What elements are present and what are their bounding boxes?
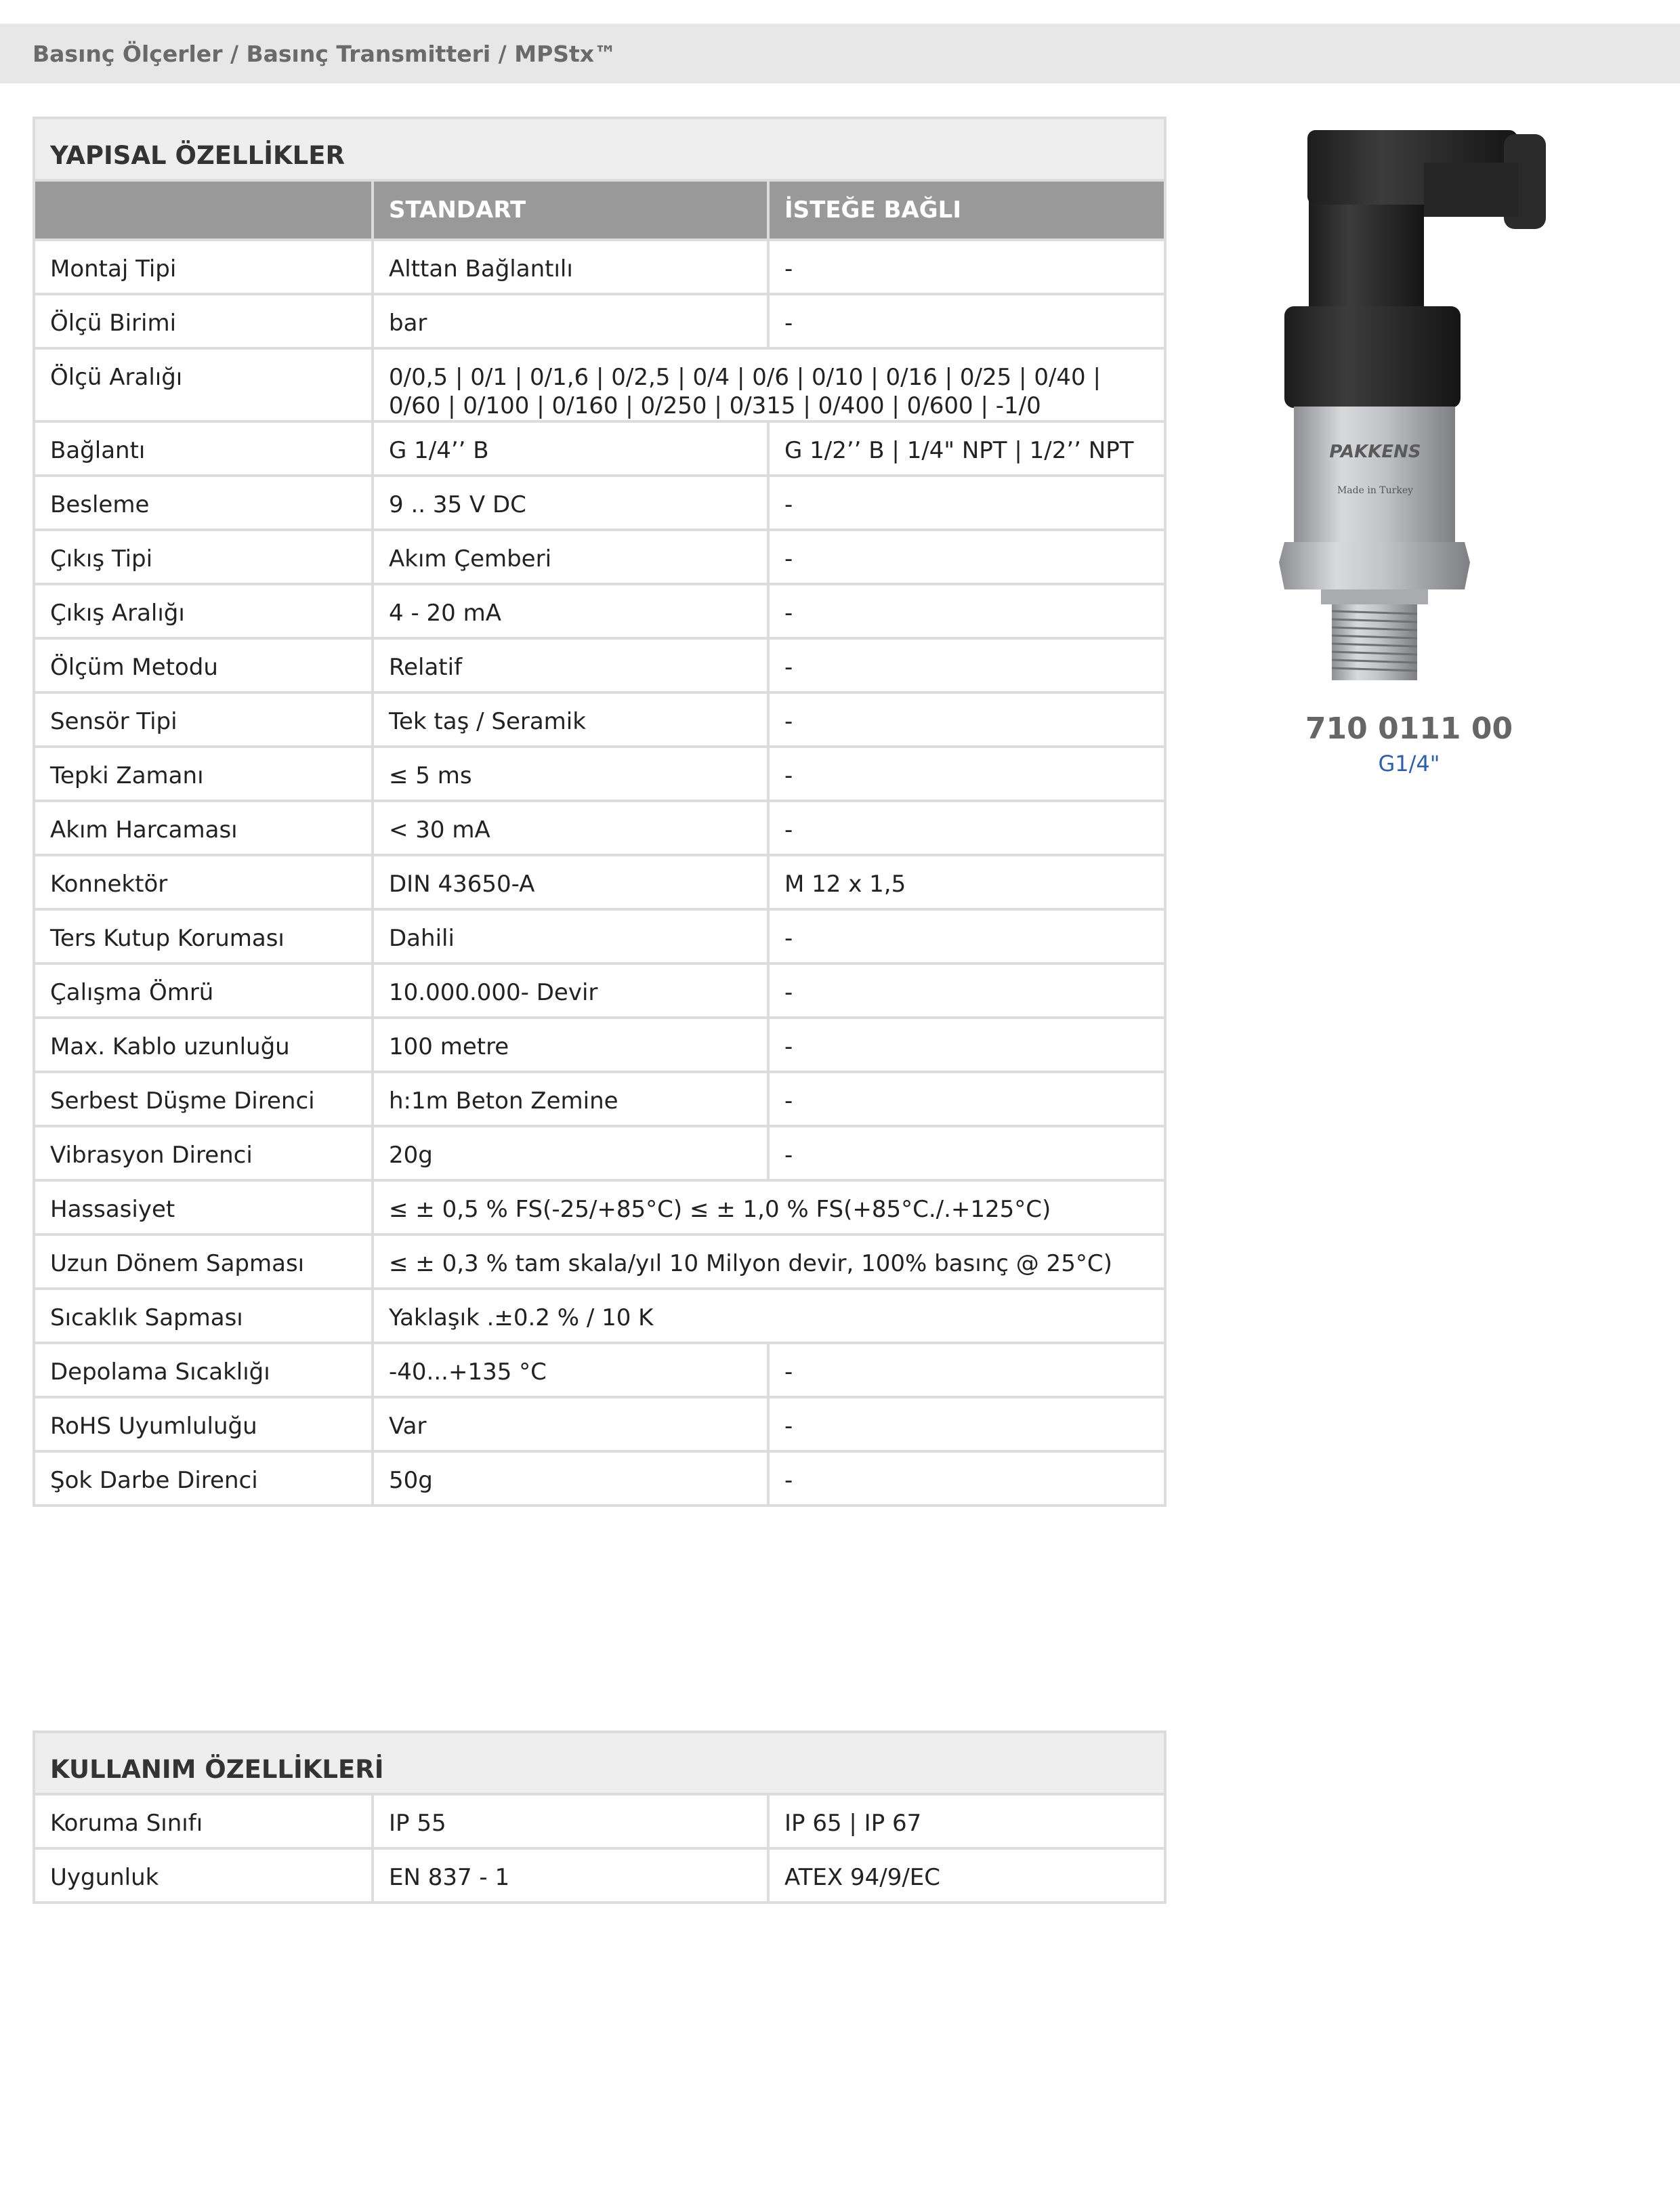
table-row xyxy=(34,909,1165,963)
column-header-optional: İSTEĞE BAĞLI xyxy=(768,180,1165,240)
standard-value: EN 837 - 1 xyxy=(373,1848,768,1903)
optional-value: - xyxy=(768,1126,1165,1180)
optional-value: ATEX 94/9/EC xyxy=(768,1848,1165,1903)
standard-value: Var xyxy=(373,1397,768,1451)
breadcrumb: Basınç Ölçerler / Basınç Transmitteri / MPStx™ xyxy=(0,24,1680,83)
standard-value: G 1/4’’ B xyxy=(373,421,768,476)
column-header-label xyxy=(34,180,373,240)
standard-value: 9 .. 35 V DC xyxy=(373,476,768,530)
optional-value: - xyxy=(768,692,1165,747)
optional-value: - xyxy=(768,747,1165,801)
optional-value: - xyxy=(768,240,1165,294)
optional-value: - xyxy=(768,963,1165,1018)
table-row xyxy=(34,1794,1165,1848)
table-row xyxy=(34,1072,1165,1126)
row-label: Bağlantı xyxy=(34,421,373,476)
row-label: Uzun Dönem Sapması xyxy=(34,1234,373,1289)
table-row xyxy=(34,530,1165,584)
row-label: Sıcaklık Sapması xyxy=(34,1289,373,1343)
row-label: Konnektör xyxy=(34,855,373,909)
table-row xyxy=(34,1180,1165,1234)
table-row xyxy=(34,801,1165,855)
optional-value: - xyxy=(768,584,1165,638)
column-header-standard: STANDART xyxy=(373,180,768,240)
section-title: KULLANIM ÖZELLİKLERİ xyxy=(34,1732,1165,1794)
product-thread: G1/4" xyxy=(1378,751,1440,776)
optional-value: M 12 x 1,5 xyxy=(768,855,1165,909)
row-label: RoHS Uyumluluğu xyxy=(34,1397,373,1451)
standard-value: 4 - 20 mA xyxy=(373,584,768,638)
standard-value: IP 55 xyxy=(373,1794,768,1848)
row-label: Serbest Düşme Direnci xyxy=(34,1072,373,1126)
table-row xyxy=(34,1397,1165,1451)
row-label: Vibrasyon Direnci xyxy=(34,1126,373,1180)
table-row xyxy=(34,747,1165,801)
table-row xyxy=(34,1018,1165,1072)
table-row xyxy=(34,348,1165,421)
standard-value: 50g xyxy=(373,1451,768,1506)
optional-value: - xyxy=(768,909,1165,963)
table-row xyxy=(34,1451,1165,1506)
row-label: Akım Harcaması xyxy=(34,801,373,855)
standard-value: Yaklaşık .±0.2 % / 10 K xyxy=(373,1289,1165,1343)
table-row xyxy=(34,584,1165,638)
row-label: Besleme xyxy=(34,476,373,530)
standard-value: ≤ ± 0,3 % tam skala/yıl 10 Milyon devir, 100% basınç @ 25°C) xyxy=(373,1234,1165,1289)
row-label: Max. Kablo uzunluğu xyxy=(34,1018,373,1072)
product-code: 710 0111 00 xyxy=(1305,711,1513,746)
table-row xyxy=(34,1289,1165,1343)
standard-value: Relatif xyxy=(373,638,768,692)
standard-value: Akım Çemberi xyxy=(373,530,768,584)
standard-value: DIN 43650-A xyxy=(373,855,768,909)
standard-value: ≤ 5 ms xyxy=(373,747,768,801)
row-label: Depolama Sıcaklığı xyxy=(34,1343,373,1397)
optional-value: IP 65 | IP 67 xyxy=(768,1794,1165,1848)
row-label: Şok Darbe Direnci xyxy=(34,1451,373,1506)
row-label: Montaj Tipi xyxy=(34,240,373,294)
row-label: Ölçü Aralığı xyxy=(34,348,373,421)
product-image xyxy=(1246,122,1572,698)
table-row xyxy=(34,476,1165,530)
row-label: Çıkış Aralığı xyxy=(34,584,373,638)
optional-value: G 1/2’’ B | 1/4" NPT | 1/2’’ NPT xyxy=(768,421,1165,476)
optional-value: - xyxy=(768,801,1165,855)
table-row xyxy=(34,1343,1165,1397)
standard-value: 10.000.000- Devir xyxy=(373,963,768,1018)
made-in-label: Made in Turkey xyxy=(1337,485,1414,496)
table-row xyxy=(34,855,1165,909)
row-label: Sensör Tipi xyxy=(34,692,373,747)
structural-features-table xyxy=(33,117,1167,1507)
table-row xyxy=(34,638,1165,692)
standard-value: 20g xyxy=(373,1126,768,1180)
row-label: Çalışma Ömrü xyxy=(34,963,373,1018)
optional-value: - xyxy=(768,294,1165,348)
row-label: Hassasiyet xyxy=(34,1180,373,1234)
standard-value: Tek taş / Seramik xyxy=(373,692,768,747)
section-title: YAPISAL ÖZELLİKLER xyxy=(34,118,1165,180)
row-label: Ölçü Birimi xyxy=(34,294,373,348)
standard-value: bar xyxy=(373,294,768,348)
standard-value: ≤ ± 0,5 % FS(-25/+85°C) ≤ ± 1,0 % FS(+85°C./.+125°C) xyxy=(373,1180,1165,1234)
table-row xyxy=(34,421,1165,476)
standard-value: -40...+135 °C xyxy=(373,1343,768,1397)
row-label: Çıkış Tipi xyxy=(34,530,373,584)
usage-features-table xyxy=(33,1730,1167,1904)
standard-value: 100 metre xyxy=(373,1018,768,1072)
table-row xyxy=(34,1234,1165,1289)
row-label: Uygunluk xyxy=(34,1848,373,1903)
row-label: Ölçüm Metodu xyxy=(34,638,373,692)
table-row xyxy=(34,963,1165,1018)
table-row xyxy=(34,240,1165,294)
optional-value: - xyxy=(768,1451,1165,1506)
row-label: Koruma Sınıfı xyxy=(34,1794,373,1848)
optional-value: - xyxy=(768,1343,1165,1397)
standard-value: Alttan Bağlantılı xyxy=(373,240,768,294)
standard-value: 0/0,5 | 0/1 | 0/1,6 | 0/2,5 | 0/4 | 0/6 | 0/10 | 0/16 | 0/25 | 0/40 | 0/60 | 0/100 | 0/160 | 0/250 | 0/315 | 0/400 | 0/600 | -1/0 xyxy=(373,348,1165,421)
optional-value: - xyxy=(768,1018,1165,1072)
optional-value: - xyxy=(768,1397,1165,1451)
brand-logo: PAKKENS xyxy=(1329,442,1421,462)
optional-value: - xyxy=(768,638,1165,692)
row-label: Ters Kutup Koruması xyxy=(34,909,373,963)
row-label: Tepki Zamanı xyxy=(34,747,373,801)
optional-value: - xyxy=(768,1072,1165,1126)
standard-value: Dahili xyxy=(373,909,768,963)
table-row xyxy=(34,1126,1165,1180)
standard-value: h:1m Beton Zemine xyxy=(373,1072,768,1126)
table-row xyxy=(34,1848,1165,1903)
optional-value: - xyxy=(768,530,1165,584)
pressure-transmitter-image xyxy=(1246,122,1572,698)
standard-value: < 30 mA xyxy=(373,801,768,855)
table-row xyxy=(34,692,1165,747)
table-row xyxy=(34,294,1165,348)
optional-value: - xyxy=(768,476,1165,530)
